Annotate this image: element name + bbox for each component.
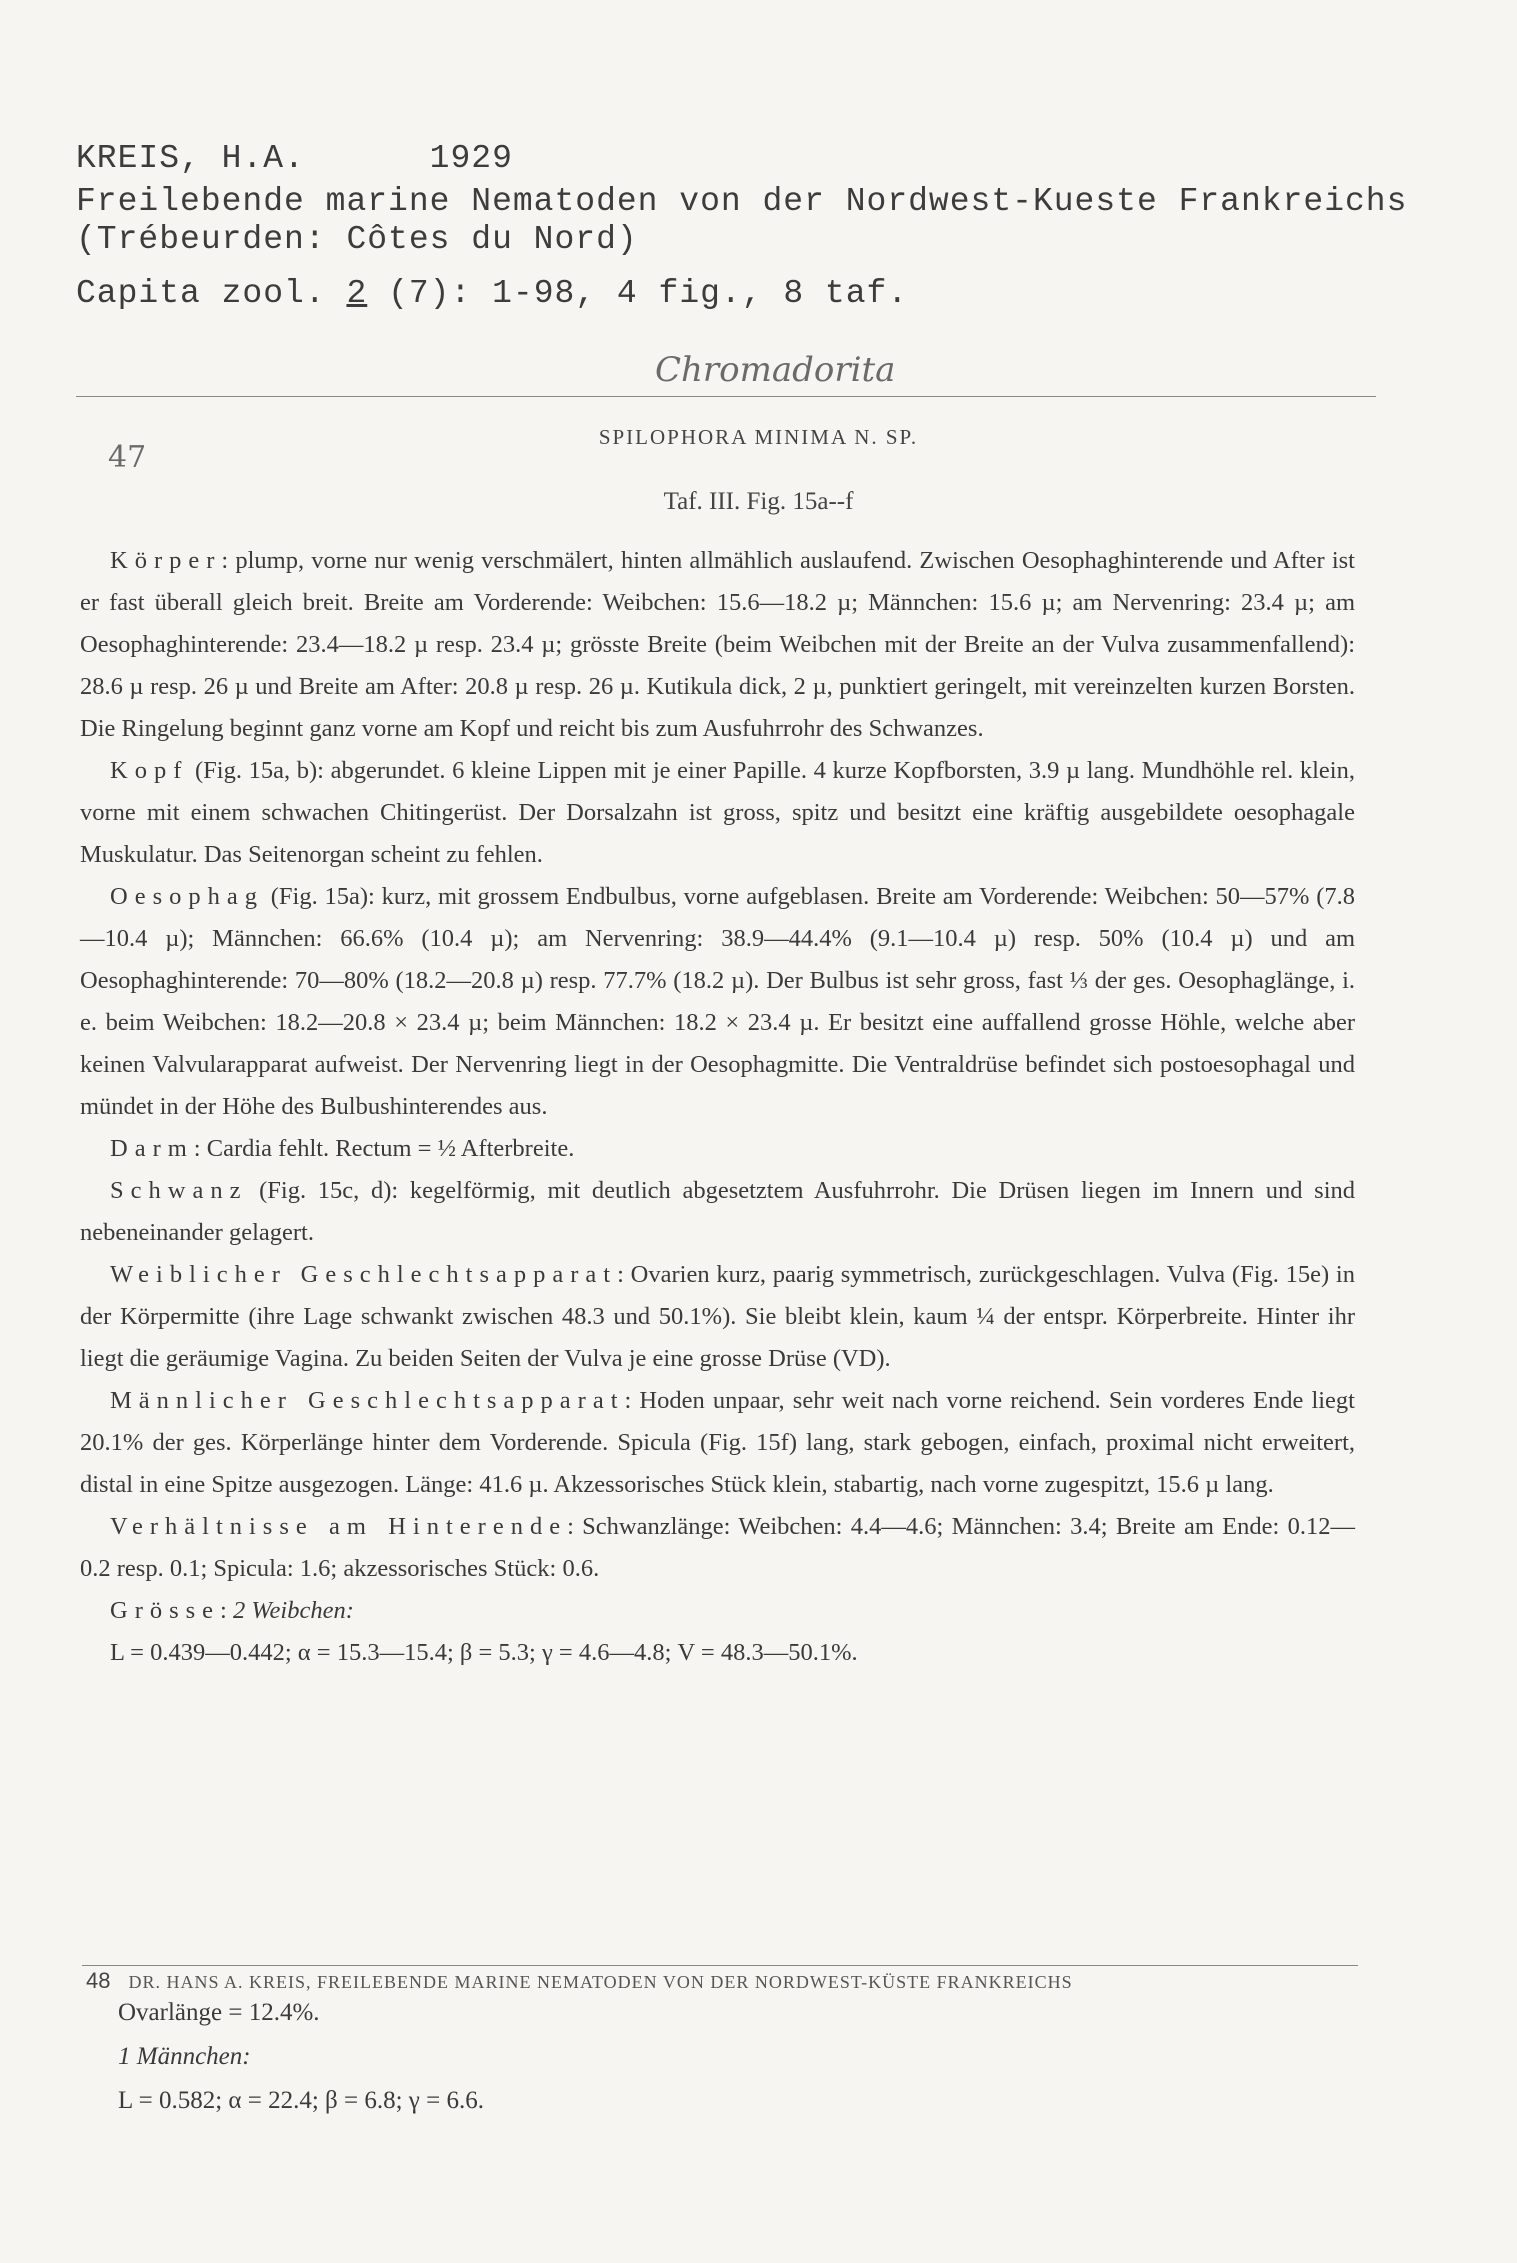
paragraph-ratios	[80, 1506, 1355, 1590]
species-title: SPILOPHORA MINIMA N. SP.	[598, 425, 919, 449]
paragraph-tail	[80, 1170, 1355, 1254]
page-break-rule	[82, 1965, 1358, 1966]
paragraph-male-genitalia	[80, 1380, 1355, 1506]
handwritten-genus-note: Chromadorita	[655, 350, 896, 390]
male-formula: L = 0.582; α = 22.4; β = 6.8; γ = 6.6.	[118, 2087, 484, 2114]
section-text: : Schwanzlänge: Weibchen: 4.4—4.6; Männchen: 3.4; Breite am Ende: 0.12—0.2 resp. 0.1; Spicula: 1.6; akzessorisches Stück: 0.6.	[80, 1513, 1355, 1582]
citation-line	[76, 275, 908, 312]
paragraph-intestine	[80, 1128, 1355, 1170]
section-label: Oesophag	[110, 883, 264, 910]
section-text: : Cardia fehlt. Rectum = ½ Afterbreite.	[193, 1135, 575, 1162]
female-formula: L = 0.439—0.442; α = 15.3—15.4; β = 5.3; γ = 4.6—4.8; V = 48.3—50.1%.	[110, 1639, 858, 1666]
section-label: Männlicher Geschlechtsapparat	[110, 1387, 625, 1414]
title-line-1: Freilebende marine Nematoden von der Nordwest-Kueste Frankreichs	[76, 183, 1408, 220]
paragraph-body	[80, 540, 1355, 750]
author-name: KREIS, H.A.	[76, 140, 305, 177]
size-separator: :	[220, 1597, 233, 1624]
description-body	[80, 540, 1355, 1674]
journal-name: Capita zool.	[76, 275, 347, 312]
male-heading-text: 1 Männchen:	[118, 2043, 251, 2070]
paragraph-size	[80, 1590, 1355, 1632]
section-label: Körper	[110, 547, 222, 574]
section-text: (Fig. 15c, d): kegelförmig, mit deutlich abgesetztem Ausfuhrrohr. Die Drüsen liegen im Innern und sind nebeneinander gelagert.	[80, 1177, 1355, 1246]
section-text: (Fig. 15a, b): abgerundet. 6 kleine Lippen mit je einer Papille. 4 kurze Kopfborsten, 3.9 µ lang. Mundhöhle rel. klein, vorne mit einem schwachen Chitingerüst. Der Dorsalzahn ist gross, spitz und besitzt eine kräftig ausgebildete oesophagale Muskulatur. Das Seitenorgan scheint zu fehlen.	[80, 757, 1355, 868]
page-number: 48	[86, 1968, 111, 1993]
section-text: : Hoden unpaar, sehr weit nach vorne reichend. Sein vorderes Ende liegt 20.1% der ges. Körperlänge hinter dem Vorderende. Spicula (Fig. 15f) lang, stark gebogen, einfach, proximal nicht erweitert, distal in eine Spitze ausgezogen. Länge: 41.6 µ. Akzessorisches Stück klein, stabartig, nach vorne zugespitzt, 15.6 µ lang.	[80, 1387, 1355, 1498]
volume-number: 2	[346, 275, 368, 312]
section-text: : plump, vorne nur wenig verschmälert, hinten allmählich auslaufend. Zwischen Oesophaghinterende und After ist er fast überall gleich breit. Breite am Vorderende: Weibchen: 15.6—18.2 µ; Männchen: 15.6 µ; am Nervenring: 23.4 µ; am Oesophaghinterende: 23.4—18.2 µ resp. 23.4 µ; grösste Breite (beim Weibchen mit der Breite an der Vulva zusammenfallend): 28.6 µ resp. 26 µ und Breite am After: 20.8 µ resp. 26 µ. Kutikula dick, 2 µ, punktiert geringelt, mit vereinzelten kurzen Borsten. Die Ringelung beginnt ganz vorne am Kopf und reicht bis zum Ausfuhrrohr des Schwanzes.	[80, 547, 1355, 742]
ovary-length: Ovarlänge = 12.4%.	[118, 1999, 320, 2026]
citation-detail: (7): 1-98, 4 fig., 8 taf.	[367, 275, 909, 312]
plate-reference: Taf. III. Fig. 15a--f	[663, 488, 854, 515]
paragraph-oesophagus	[80, 876, 1355, 1128]
card-divider	[76, 396, 1376, 397]
paragraph-head	[80, 750, 1355, 876]
section-text: (Fig. 15a): kurz, mit grossem Endbulbus, vorne aufgeblasen. Breite am Vorderende: Weibchen: 50—57% (7.8—10.4 µ); Männchen: 66.6% (10.4 µ); am Nervenring: 38.9—44.4% (9.1—10.4 µ) resp. 50% (10.4 µ) und am Oesophaghinterende: 70—80% (18.2—20.8 µ) resp. 77.7% (18.2 µ). Der Bulbus ist sehr gross, fast ⅓ der ges. Oesophaglänge, i. e. beim Weibchen: 18.2—20.8 × 23.4 µ; beim Männchen: 18.2 × 23.4 µ. Er besitzt eine auffallend grosse Höhle, welche aber keinen Valvularapparat aufweist. Der Nervenring liegt in der Oesophagmitte. Die Ventraldrüse befindet sich postoesophagal und mündet in der Höhe des Bulbushinterendes aus.	[80, 883, 1355, 1120]
continuation-text	[118, 1985, 1018, 2123]
section-label: Schwanz	[110, 1177, 248, 1204]
section-label: Darm	[110, 1135, 194, 1162]
female-heading: 2 Weibchen:	[232, 1597, 354, 1624]
male-heading	[118, 2035, 1018, 2079]
section-label: Kopf	[110, 757, 189, 784]
section-label: Weiblicher Geschlechtsapparat	[110, 1261, 618, 1288]
section-text: : Ovarien kurz, paarig symmetrisch, zurückgeschlagen. Vulva (Fig. 15e) in der Körpermitte (ihre Lage schwankt zwischen 48.3 und 50.1%). Sie bleibt klein, kaum ¼ der entspr. Körperbreite. Hinter ihr liegt die geräumige Vagina. Zu beiden Seiten der Vulva je eine grosse Drüse (VD).	[80, 1261, 1355, 1372]
publication-year: 1929	[429, 140, 513, 177]
handwritten-page-note: 47	[108, 440, 147, 475]
paragraph-female-genitalia	[80, 1254, 1355, 1380]
author-line	[76, 140, 513, 177]
title-line-2: (Trébeurden: Côtes du Nord)	[76, 221, 638, 258]
section-label: Grösse	[110, 1597, 221, 1624]
section-label: Verhältnisse am Hinterende	[110, 1513, 568, 1540]
running-head-text: DR. HANS A. KREIS, FREILEBENDE MARINE NEMATODEN VON DER NORDWEST-KÜSTE FRANKREICHS	[128, 1972, 1073, 1992]
